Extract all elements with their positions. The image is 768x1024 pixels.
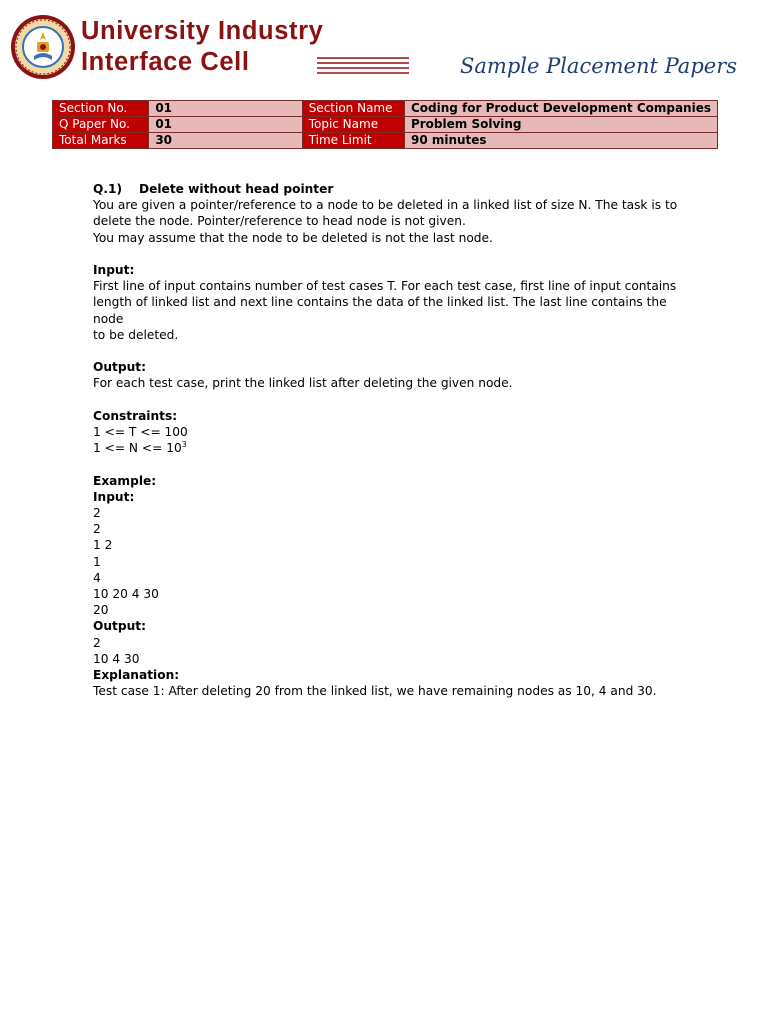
constraint-line: 1 <= T <= 100 <box>93 425 188 439</box>
header-rule-lines <box>317 56 409 74</box>
section-no-label: Section No. <box>53 101 149 117</box>
example-output-line: 2 <box>93 635 101 650</box>
description-line: delete the node. Pointer/reference to head node is not given. <box>93 214 466 229</box>
brand-name-line-2: Interface Cell <box>81 48 250 76</box>
input-description-line: to be deleted. <box>93 327 179 342</box>
table-row <box>53 117 718 133</box>
question-title: Delete without head pointer <box>139 182 334 196</box>
input-heading: Input: <box>93 263 135 277</box>
constraints-heading: Constraints: <box>93 408 178 423</box>
brand-name-line-1: University Industry <box>81 17 324 45</box>
example-output-line: 10 4 30 <box>93 651 140 666</box>
q-paper-no-label: Q Paper No. <box>53 117 149 133</box>
question-body <box>93 181 693 699</box>
example-input-line: 2 <box>93 506 101 520</box>
question-heading <box>93 181 693 197</box>
explanation-text: Test case 1: After deleting 20 from the linked list, we have remaining nodes as 10, 4 and 30. <box>93 684 657 699</box>
example-input-line: 2 <box>93 522 101 537</box>
university-seal-icon <box>10 14 76 80</box>
paper-info-table <box>52 100 718 149</box>
total-marks-value: 30 <box>149 133 302 149</box>
description-line: You are given a pointer/reference to a node to be deleted in a linked list of size N. The task is to <box>93 198 678 213</box>
example-input-line: 10 20 4 30 <box>93 587 159 602</box>
constraint-exponent: 3 <box>181 440 187 450</box>
example-input-heading: Input: <box>93 489 135 504</box>
constraint-line <box>93 440 693 456</box>
section-name-value: Coding for Product Development Companies <box>404 101 717 117</box>
table-row <box>53 101 718 117</box>
section-name-label: Section Name <box>302 101 404 117</box>
input-description-line: First line of input contains number of test cases T. For each test case, first line of input contains <box>93 279 677 294</box>
example-input-line: 4 <box>93 570 101 585</box>
time-limit-value: 90 minutes <box>404 133 717 149</box>
topic-name-value: Problem Solving <box>404 117 717 133</box>
time-limit-label: Time Limit <box>302 133 404 149</box>
example-output-heading: Output: <box>93 619 146 634</box>
output-heading: Output: <box>93 360 146 375</box>
example-input-line: 1 <box>93 554 101 569</box>
total-marks-label: Total Marks <box>53 133 149 149</box>
example-input-line: 1 2 <box>93 538 113 553</box>
input-description-line: length of linked list and next line contains the data of the linked list. The last line contains the node <box>93 295 667 326</box>
topic-name-label: Topic Name <box>302 117 404 133</box>
page-tagline: Sample Placement Papers <box>460 54 738 78</box>
explanation-heading: Explanation: <box>93 668 180 683</box>
question-number: Q.1) <box>93 182 123 196</box>
example-heading: Example: <box>93 473 157 488</box>
table-row <box>53 133 718 149</box>
output-description-line: For each test case, print the linked list after deleting the given node. <box>93 376 513 391</box>
q-paper-no-value: 01 <box>149 117 302 133</box>
description-line: You may assume that the node to be deleted is not the last node. <box>93 230 493 245</box>
section-no-value: 01 <box>149 101 302 117</box>
constraint-base: 1 <= N <= 10 <box>93 441 182 456</box>
example-input-line: 20 <box>93 603 109 618</box>
